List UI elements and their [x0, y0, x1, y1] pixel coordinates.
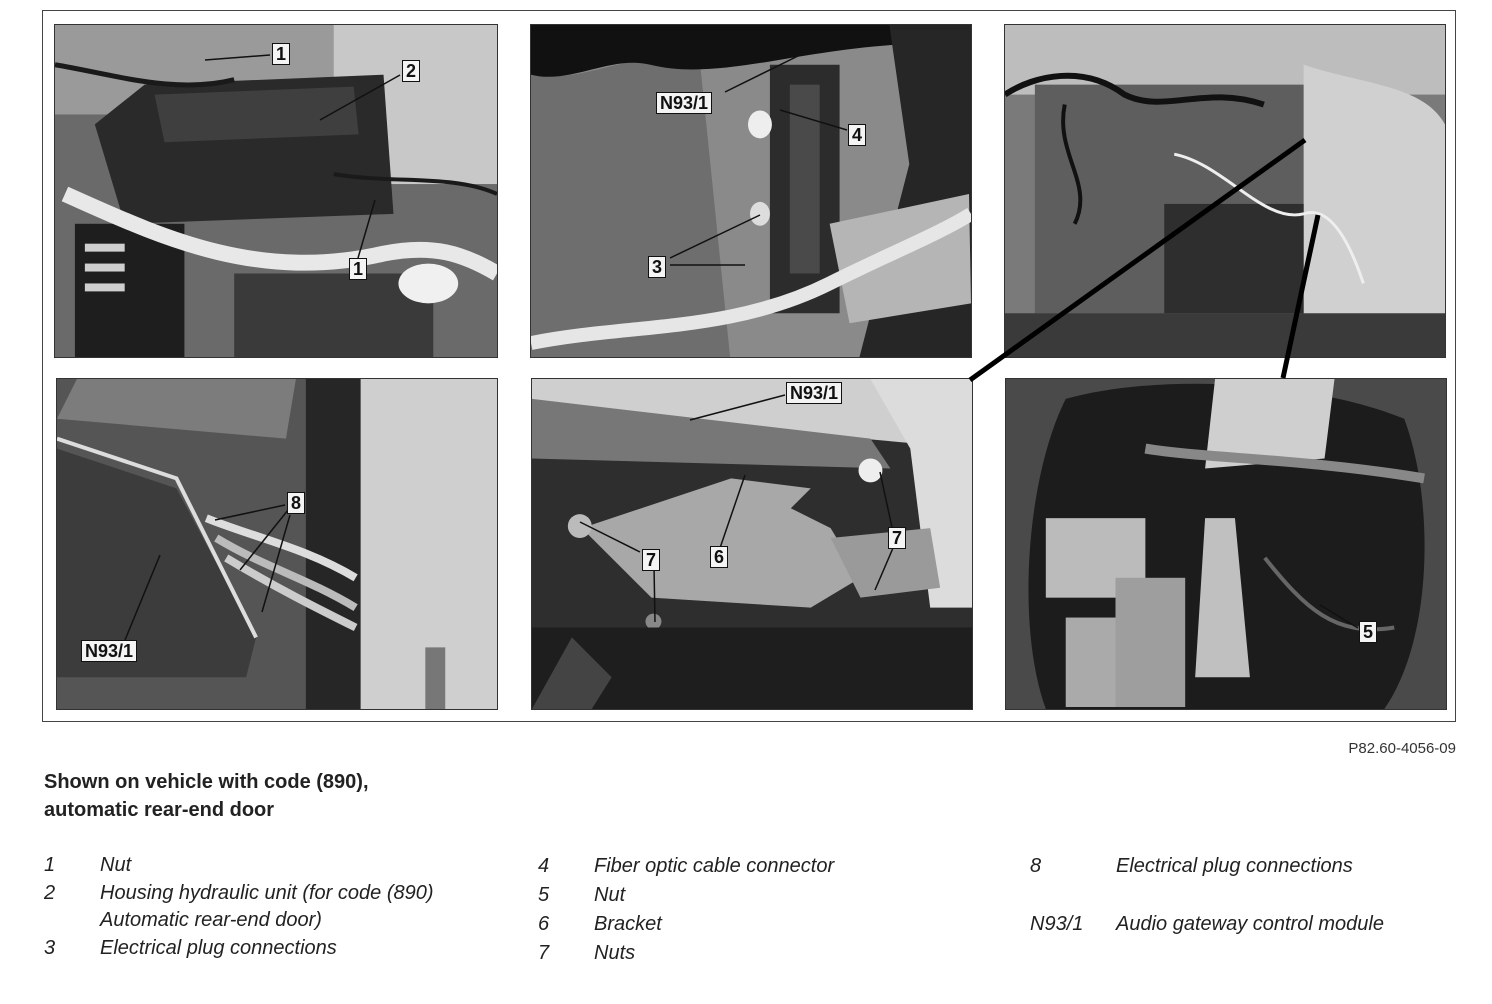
callout-nut-1-bottom: 1 [349, 258, 367, 280]
callout-nut-5: 5 [1359, 621, 1377, 643]
callout-module-n93-1-panel5: N93/1 [786, 382, 842, 404]
legend-number: 5 [538, 884, 550, 906]
callout-nut-7-left: 7 [642, 549, 660, 571]
photo-panel-module-area [530, 24, 972, 358]
legend-text: Electrical plug connections [1116, 855, 1353, 877]
caption-line-1: Shown on vehicle with code (890), [44, 771, 369, 793]
legend-number: 6 [538, 913, 550, 935]
callout-module-n93-1-panel4: N93/1 [81, 640, 137, 662]
callout-module-n93-1-panel2: N93/1 [656, 92, 712, 114]
photo-panel-hydraulic-unit [54, 24, 498, 358]
callout-fiber-connector-4: 4 [848, 124, 866, 146]
legend-number: 1 [44, 854, 56, 876]
photo-panel-nut [1005, 378, 1447, 710]
legend-text: Fiber optic cable connector [594, 855, 835, 877]
caption-line-2: automatic rear-end door [44, 799, 275, 821]
legend-text: Electrical plug connections [100, 937, 337, 959]
legend-number: 4 [538, 855, 550, 877]
photo-panel-bracket [531, 378, 973, 710]
legend-number: 2 [44, 882, 56, 904]
legend-text: Audio gateway control module [1116, 913, 1384, 935]
callout-plug-connections-3: 3 [648, 256, 666, 278]
legend-text: Nut [100, 854, 132, 876]
legend-text: Nut [594, 884, 626, 906]
legend-number: 8 [1030, 855, 1042, 877]
legend-text: Nuts [594, 942, 636, 964]
callout-nut-1-top: 1 [272, 43, 290, 65]
legend-text: Bracket [594, 913, 662, 935]
figure-caption [44, 768, 369, 824]
callout-nut-7-right: 7 [888, 527, 906, 549]
callout-housing-2: 2 [402, 60, 420, 82]
legend-number: 7 [538, 942, 550, 964]
legend-number: 3 [44, 937, 56, 959]
legend-text: Automatic rear-end door) [100, 909, 322, 931]
callout-plug-connections-8: 8 [287, 492, 305, 514]
photo-panel-overview [1004, 24, 1446, 358]
legend-number: N93/1 [1030, 913, 1084, 935]
legend-text: Housing hydraulic unit (for code (890) [100, 882, 434, 904]
callout-bracket-6: 6 [710, 546, 728, 568]
figure-reference-code: P82.60-4056-09 [1348, 740, 1456, 757]
